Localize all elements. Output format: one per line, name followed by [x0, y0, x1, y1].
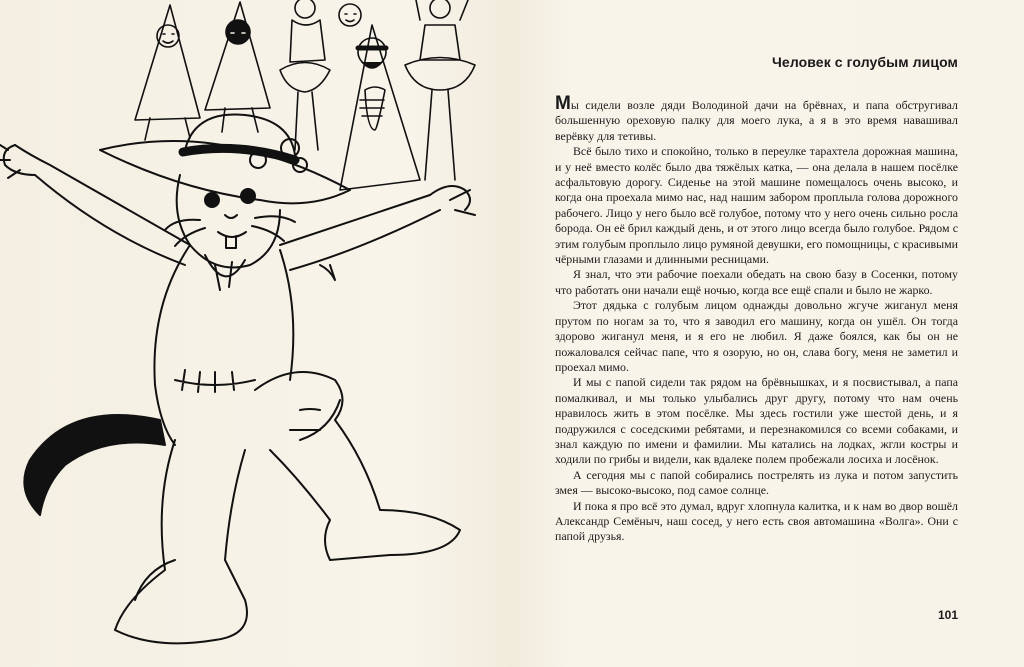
- illustration: [0, 0, 500, 667]
- paragraph-2: Всё было тихо и спокойно, только в переулке тарахтела дорожная машина, и у неё вместо колёс было два тяжёлых катка, — она делала в нашем посёлке асфальтовую дорогу. Сиденье на этой машине помещалось очень высоко, и когда она проехала мимо нас, над нашим забором проплыла голова дорожного рабочего. Лицо у него было всё голубое, потому что у него очень сильно росла борода. Он её брил каждый день, и от этого лицо всегда было голубое. Рядом с этим голубым проплыло лицо румяной девушки, его помощницы, с красивыми чёрными глазами и длинными ресницами.: [555, 144, 958, 267]
- paragraph-4: Этот дядька с голубым лицом однажды довольно жгуче жиганул меня прутом по ногам за то, что я заводил его машину, когда он ушёл. Он тогда здорово жиганул меня, и я его не любил. Я даже боялся, как бы он не пожаловался сейчас папе, что я озорую, но он, слава богу, меня не заметил и проехал мимо.: [555, 298, 958, 374]
- page-number: 101: [937, 608, 958, 622]
- cat-boots: [115, 372, 460, 643]
- paragraph-1: [555, 93, 958, 144]
- paragraph-6: А сегодня мы с папой собирались пострелять из лука и потом запустить змея — высоко-высоко, под самое солнце.: [555, 467, 958, 498]
- cat-in-boots-drawing: [0, 0, 500, 667]
- paragraph-7: И пока я про всё это думал, вдруг хлопнула калитка, и к нам во двор вошёл Александр Семёныч, наш сосед, у него есть своя автомашина «Волга». Они с папой друзья.: [555, 498, 958, 544]
- paragraph-1-text: ы сидели возле дяди Володиной дачи на брёвнах, и папа обстругивал большенную ореховую палку для моего лука, а я в это время навашивал верёвку для тетивы.: [555, 98, 958, 143]
- hat: [100, 114, 350, 203]
- paragraph-5: И мы с папой сидели так рядом на брёвнышках, и я посвистывал, а папа помалкивал, и мы только улыбались друг другу, потому что нам очень нравилось жить в этом посёлке. Мы здесь гостили уже шестой день, и я подружился с соседскими ребятами, и перезнакомился со всеми собаками, и знал каждую по имени и фамилии. Мы катались на лодках, жгли костры и ходили по грибы и видели, как вдалеке полем пробежали лосиха и лосёнок.: [555, 375, 958, 467]
- cat-tail: [24, 415, 165, 515]
- cat-body: [154, 245, 293, 445]
- body-text: [555, 93, 958, 545]
- paragraph-3: Я знал, что эти рабочие поехали обедать на свою базу в Сосенки, потому что работать они начали ещё ночью, когда все ещё спали и было не жарко.: [555, 267, 958, 297]
- drop-cap: М: [555, 93, 571, 114]
- chapter-title: Человек с голубым лицом: [772, 54, 958, 70]
- cat-arms: [0, 145, 475, 280]
